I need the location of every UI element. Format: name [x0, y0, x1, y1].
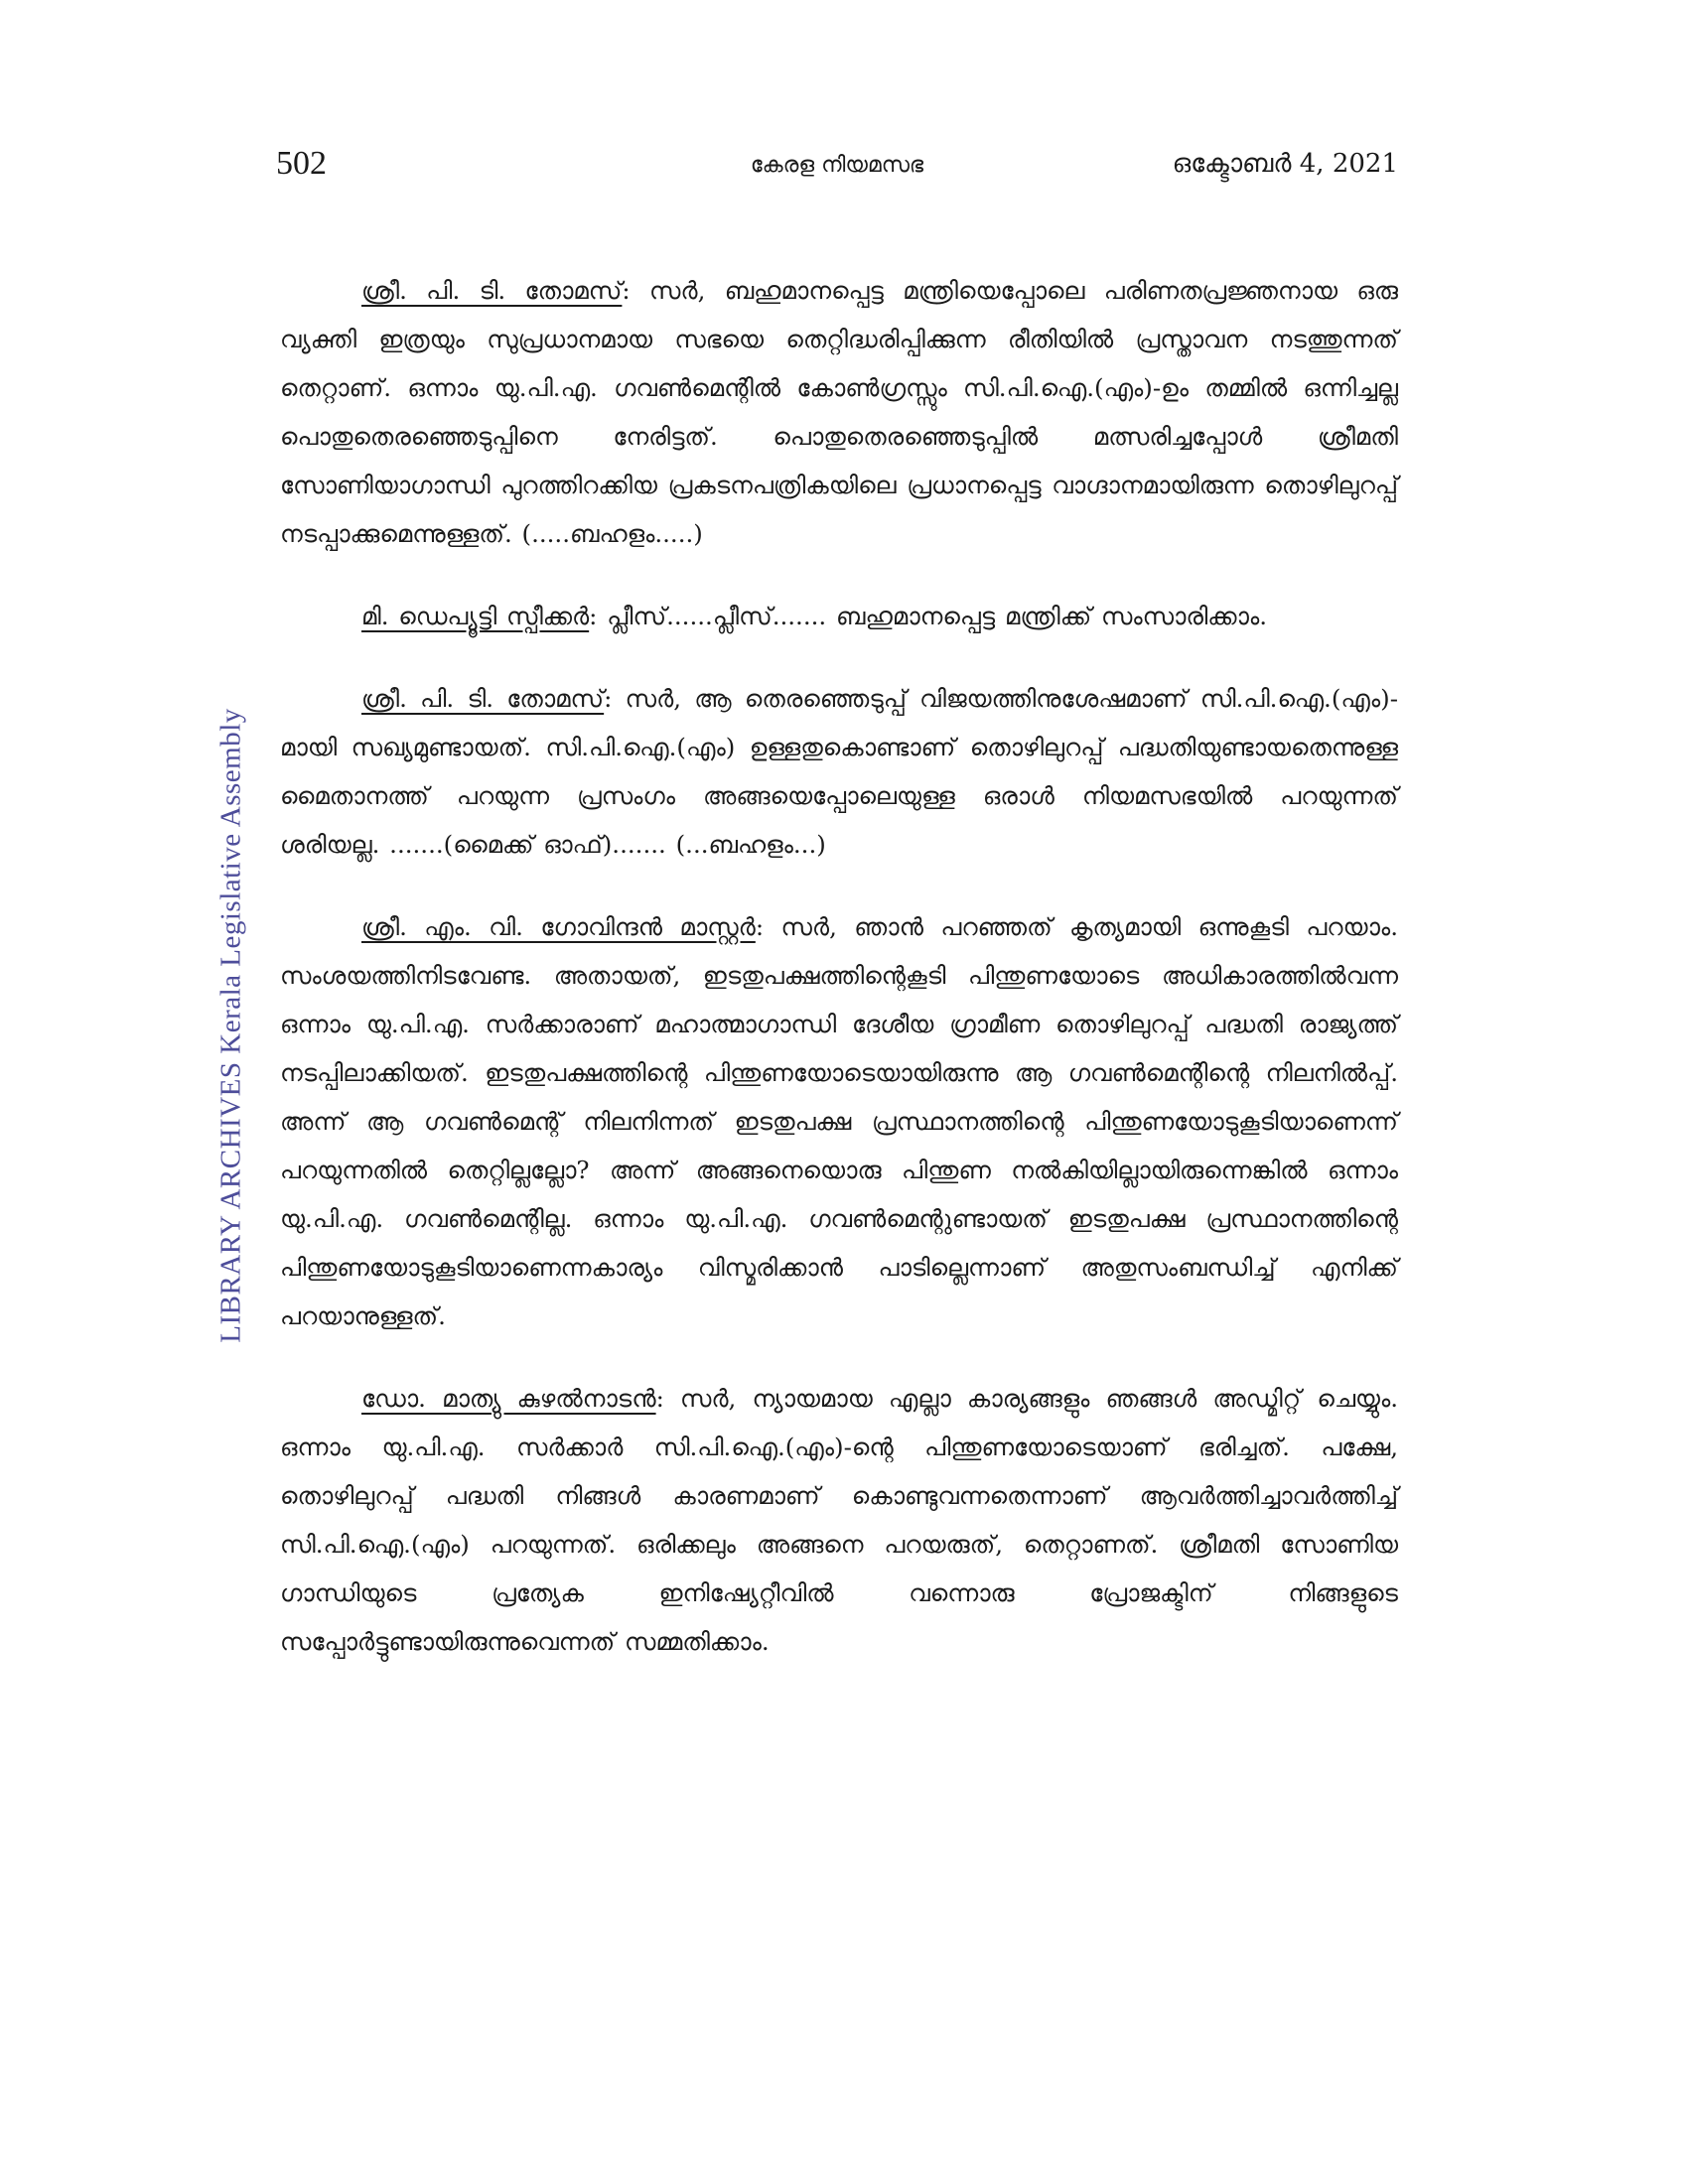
speech-paragraph	[280, 674, 1398, 869]
speaker-name: ഡോ. മാത്യു കുഴൽനാടൻ	[361, 1384, 656, 1413]
speech-text: : സർ, ആ തെരഞ്ഞെടുപ്പ് വിജയത്തിനുശേഷമാണ് സി.പി.ഐ.(എം)-മായി സഖ്യമുണ്ടായത്. സി.പി.ഐ.(എം) ഉള്ളതുകൊണ്ടാണ് തൊഴിലുറപ്പ് പദ്ധതിയുണ്ടായതെന്നുള്ള മൈതാനത്ത് പറയുന്ന പ്രസംഗം അങ്ങയെപ്പോലെയുള്ള ഒരാൾ നിയമസഭയിൽ പറയുന്നത് ശരിയല്ല. .......(മൈക്ക് ഓഫ്)....... (...ബഹളം...)	[280, 684, 1398, 859]
speaker-name: ശ്രീ. പി. ടി. തോമസ്	[361, 684, 605, 713]
speech-text: : പ്ലീസ്......പ്ലീസ്....... ബഹുമാനപ്പെട്ട മന്ത്രിക്ക് സംസാരിക്കാം.	[589, 602, 1268, 630]
speech-paragraph	[280, 1374, 1398, 1666]
running-title: കേരള നിയമസഭ	[750, 153, 924, 178]
speaker-name: ശ്രീ. എം. വി. ഗോവിന്ദൻ മാസ്റ്റർ	[361, 912, 756, 941]
speech-paragraph	[280, 592, 1398, 640]
archive-watermark: LIBRARY ARCHIVES Kerala Legislative Assembly	[214, 708, 247, 1343]
speech-paragraph	[280, 266, 1398, 558]
speaker-name: ശ്രീ. പി. ടി. തോമസ്	[361, 276, 623, 305]
page-header	[276, 145, 1398, 195]
speech-text: : സർ, ഞാൻ പറഞ്ഞത് കൃത്യമായി ഒന്നുകൂടി പറയാം. സംശയത്തിനിടവേണ്ട. അതായത്, ഇടതുപക്ഷത്തിന്റെകൂടി പിന്തുണയോടെ അധികാരത്തിൽവന്ന ഒന്നാം യു.പി.എ. സർക്കാരാണ് മഹാത്മാഗാന്ധി ദേശീയ ഗ്രാമീണ തൊഴിലുറപ്പ് പദ്ധതി രാജ്യത്ത് നടപ്പിലാക്കിയത്. ഇടതുപക്ഷത്തിന്റെ പിന്തുണയോടെയായിരുന്നു ആ ഗവൺമെന്റിന്റെ നിലനിൽപ്പ്. അന്ന് ആ ഗവൺമെന്റ് നിലനിന്നത് ഇടതുപക്ഷ പ്രസ്ഥാനത്തിന്റെ പിന്തുണയോടുകൂടിയാണെന്ന് പറയുന്നതിൽ തെറ്റില്ലല്ലോ? അന്ന് അങ്ങനെയൊരു പിന്തുണ നൽകിയില്ലായിരുന്നെങ്കിൽ ഒന്നാം യു.പി.എ. ഗവൺമെന്റില്ല. ഒന്നാം യു.പി.എ. ഗവൺമെന്റുണ്ടായത് ഇടതുപക്ഷ പ്രസ്ഥാനത്തിന്റെ പിന്തുണയോടുകൂടിയാണെന്നകാര്യം വിസ്മരിക്കാൻ പാടില്ലെന്നാണ് അതുസംബന്ധിച്ച് എനിക്ക് പറയാനുള്ളത്.	[280, 912, 1398, 1330]
header-date: ഒക്ടോബർ 4, 2021	[1172, 149, 1398, 179]
speaker-name: മി. ഡെപ്യൂട്ടി സ്പീക്കർ	[361, 602, 590, 630]
speech-text: : സർ, ന്യായമായ എല്ലാ കാര്യങ്ങളും ഞങ്ങൾ അഡ്മിറ്റ് ചെയ്യും. ഒന്നാം യു.പി.എ. സർക്കാർ സി.പി.ഐ.(എം)-ന്റെ പിന്തുണയോടെയാണ് ഭരിച്ചത്. പക്ഷേ, തൊഴിലുറപ്പ് പദ്ധതി നിങ്ങൾ കാരണമാണ് കൊണ്ടുവന്നതെന്നാണ് ആവർത്തിച്ചാവർത്തിച്ച് സി.പി.ഐ.(എം) പറയുന്നത്. ഒരിക്കലും അങ്ങനെ പറയരുത്, തെറ്റാണത്. ശ്രീമതി സോണിയ ഗാന്ധിയുടെ പ്രത്യേക ഇനിഷ്യേറ്റീവിൽ വന്നൊരു പ്രോജക്ടിന് നിങ്ങളുടെ സപ്പോർട്ടുണ്ടായിരുന്നുവെന്നത് സമ്മതിക്കാം.	[280, 1384, 1398, 1656]
speech-text: : സർ, ബഹുമാനപ്പെട്ട മന്ത്രിയെപ്പോലെ പരിണതപ്രജ്ഞനായ ഒരു വ്യക്തി ഇത്രയും സുപ്രധാനമായ സഭയെ തെറ്റിദ്ധരിപ്പിക്കുന്ന രീതിയിൽ പ്രസ്താവന നടത്തുന്നത് തെറ്റാണ്. ഒന്നാം യു.പി.എ. ഗവൺമെന്റിൽ കോൺഗ്രസ്സും സി.പി.ഐ.(എം)-ഉം തമ്മിൽ ഒന്നിച്ചല്ല പൊതുതെരഞ്ഞെടുപ്പിനെ നേരിട്ടത്. പൊതുതെരഞ്ഞെടുപ്പിൽ മത്സരിച്ചപ്പോൾ ശ്രീമതി സോണിയാഗാന്ധി പുറത്തിറക്കിയ പ്രകടനപത്രികയിലെ പ്രധാനപ്പെട്ട വാഗ്ദാനമായിരുന്ന തൊഴിലുറപ്പ് നടപ്പാക്കുമെന്നുള്ളത്. (.....ബഹളം.....)	[280, 276, 1398, 548]
proceedings-text	[280, 266, 1398, 1700]
speech-paragraph	[280, 902, 1398, 1340]
page-number: 502	[276, 145, 327, 182]
